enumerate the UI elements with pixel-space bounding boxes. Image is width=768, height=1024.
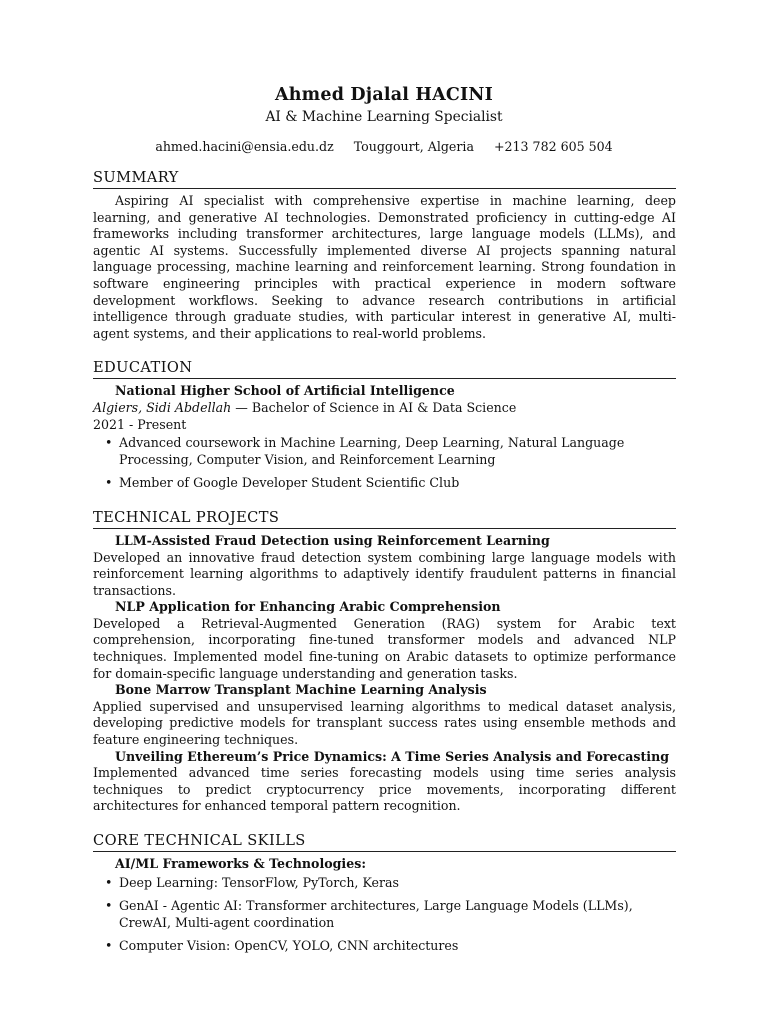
- project-title: Bone Marrow Transplant Machine Learning Analysis: [115, 682, 487, 698]
- candidate-tagline: AI & Machine Learning Specialist: [265, 109, 503, 125]
- school-location-degree: [93, 400, 676, 417]
- education-dates: 2021 - Present: [93, 416, 187, 432]
- resume-body: [93, 168, 676, 971]
- school-name: National Higher School of Artificial Intelligence: [115, 383, 455, 399]
- list-item-text: Computer Vision: OpenCV, YOLO, CNN architectures: [119, 938, 459, 954]
- section-title-projects: TECHNICAL PROJECTS: [93, 508, 676, 529]
- resume-header: [0, 84, 768, 156]
- project-description: Developed an innovative fraud detection system combining large language models with reinforcement learning algorithms to adaptively identify fraudulent patterns in financial transactions.: [93, 549, 676, 598]
- summary-text: Aspiring AI specialist with comprehensive expertise in machine learning, deep learning, and generative AI technologies. Demonstrated proficiency in cutting-edge AI frameworks including transformer architectures, large language models (LLMs), and agentic AI systems. Successfully implemented diverse AI projects spanning natural language processing, machine learning and reinforcement learning. Strong foundation in software engineering principles with practical experience in modern software development workflows. Seeking to advance research contributions in artificial intelligence through graduate studies, with particular interest in generative AI, multi-agent systems, and their applications to real-world problems.: [93, 193, 676, 341]
- project-description: Applied supervised and unsupervised learning algorithms to medical dataset analysis, developing predictive models for transplant success rates using ensemble methods and feature engineering techniques.: [93, 698, 676, 748]
- bullet-icon: •: [105, 435, 113, 451]
- education-section: [93, 358, 676, 492]
- bullet-icon: •: [105, 475, 113, 491]
- school-location: Algiers, Sidi Abdellah: [93, 399, 232, 415]
- skills-section: [93, 831, 676, 955]
- project-item: [93, 682, 676, 748]
- email-link[interactable]: ahmed.hacini@ensia.edu.dz: [155, 139, 334, 154]
- bullet-icon: •: [105, 874, 113, 890]
- projects-section: [93, 508, 676, 815]
- skills-subtitle: AI/ML Frameworks & Technologies:: [115, 856, 366, 871]
- bullet-icon: •: [105, 898, 113, 914]
- project-item: [93, 749, 676, 815]
- education-list: [93, 435, 676, 492]
- candidate-name: Ahmed Djalal HACINI: [274, 85, 494, 105]
- summary-section: [93, 168, 676, 342]
- phone-text: +213 782 605 504: [493, 139, 613, 154]
- project-item: [93, 533, 676, 599]
- project-title: Unveiling Ethereum’s Price Dynamics: A Time Series Analysis and Forecasting: [115, 748, 670, 764]
- section-title-summary: SUMMARY: [93, 168, 676, 189]
- location-text: Touggourt, Algeria: [353, 139, 474, 154]
- list-item-text: Member of Google Developer Student Scientific Club: [119, 475, 460, 491]
- project-description: Implemented advanced time series forecasting models using time series analysis techniques to predict cryptocurrency price movements, incorporating different architectures for enhanced temporal pattern recognition.: [93, 765, 676, 814]
- project-item: [93, 599, 676, 682]
- contact-line: [0, 139, 768, 156]
- list-item-text: Advanced coursework in Machine Learning, Deep Learning, Natural Language Processing, Computer Vision, and Reinforcement Learning: [119, 435, 625, 467]
- list-item: [105, 938, 676, 955]
- list-item: [105, 898, 676, 931]
- project-description: Developed a Retrieval-Augmented Generation (RAG) system for Arabic text comprehension, incorporating fine-tuned transformer models and advanced NLP techniques. Implemented model fine-tuning on Arabic datasets to optimize performance for domain-specific language understanding and generation tasks.: [93, 615, 676, 681]
- skills-list: [93, 875, 676, 955]
- section-title-education: EDUCATION: [93, 358, 676, 379]
- list-item-text: Deep Learning: TensorFlow, PyTorch, Keras: [119, 874, 399, 890]
- degree-text: Bachelor of Science in AI & Data Science: [251, 399, 517, 415]
- list-item: [105, 475, 676, 492]
- list-item: [105, 435, 676, 468]
- location-separator: —: [231, 399, 252, 415]
- project-title: LLM-Assisted Fraud Detection using Reinforcement Learning: [115, 532, 550, 548]
- list-item-text: GenAI - Agentic AI: Transformer architectures, Large Language Models (LLMs), CrewAI, Multi-agent coordination: [119, 898, 633, 930]
- project-title: NLP Application for Enhancing Arabic Comprehension: [115, 599, 501, 615]
- list-item: [105, 874, 676, 892]
- bullet-icon: •: [105, 938, 113, 954]
- section-title-skills: CORE TECHNICAL SKILLS: [93, 831, 676, 852]
